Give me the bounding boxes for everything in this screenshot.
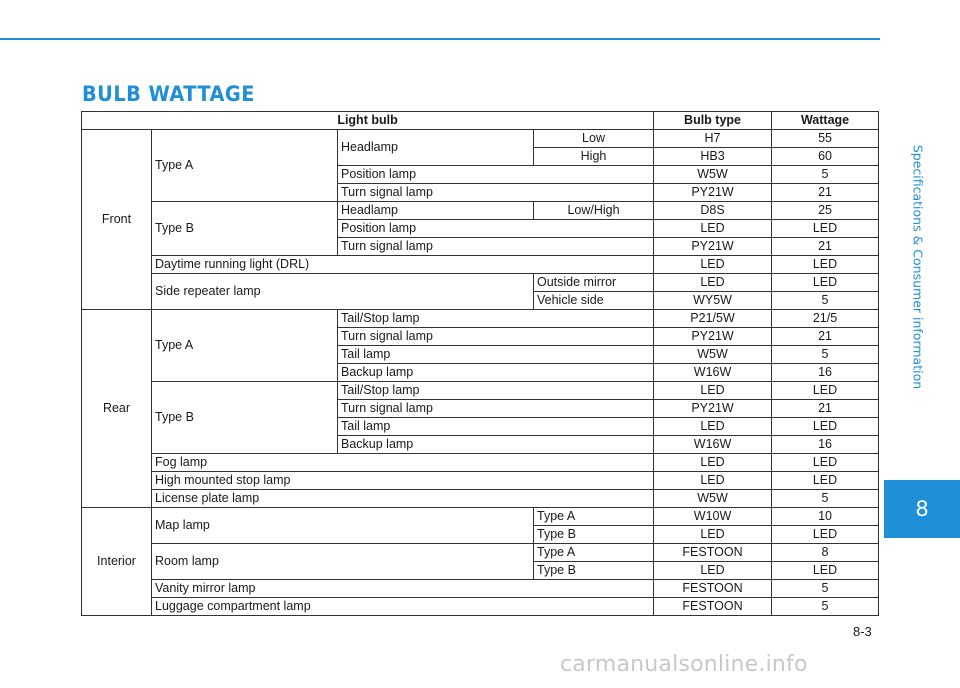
table-row (82, 598, 879, 616)
wattage-cell: 5 (772, 580, 879, 598)
lamp-label: Vanity mirror lamp (152, 580, 654, 598)
wattage-cell: 10 (772, 508, 879, 526)
table-row (82, 580, 879, 598)
wattage-cell: 25 (772, 202, 879, 220)
bulb-type-cell: D8S (654, 202, 772, 220)
bulb-type-cell: LED (654, 472, 772, 490)
bulb-type-cell: FESTOON (654, 580, 772, 598)
lamp-label: Backup lamp (338, 364, 654, 382)
table-row (82, 508, 879, 526)
lamp-label: Position lamp (338, 220, 654, 238)
top-rule (0, 38, 880, 40)
table-header-row (82, 112, 879, 130)
table-row (82, 256, 879, 274)
wattage-cell: 5 (772, 490, 879, 508)
lamp-label: Luggage compartment lamp (152, 598, 654, 616)
wattage-cell: 21 (772, 328, 879, 346)
bulb-wattage-table (81, 111, 879, 616)
bulb-type-cell: HB3 (654, 148, 772, 166)
column-header-light-bulb: Light bulb (82, 112, 654, 130)
bulb-type-cell: LED (654, 274, 772, 292)
bulb-type-cell: FESTOON (654, 598, 772, 616)
lamp-label: Turn signal lamp (338, 400, 654, 418)
lamp-variant: Type B (534, 562, 654, 580)
subgroup-label: Type B (152, 382, 338, 454)
lamp-label: Turn signal lamp (338, 328, 654, 346)
wattage-cell: LED (772, 274, 879, 292)
bulb-type-cell: LED (654, 562, 772, 580)
table-row (82, 454, 879, 472)
lamp-label: Backup lamp (338, 436, 654, 454)
group-label-front: Front (82, 130, 152, 310)
table-row (82, 490, 879, 508)
wattage-cell: LED (772, 220, 879, 238)
table-row (82, 310, 879, 328)
column-header-wattage: Wattage (772, 112, 879, 130)
wattage-cell: 21/5 (772, 310, 879, 328)
table-row (82, 274, 879, 292)
lamp-label: Daytime running light (DRL) (152, 256, 654, 274)
bulb-type-cell: LED (654, 256, 772, 274)
wattage-cell: 5 (772, 346, 879, 364)
page-number: 8-3 (853, 624, 872, 639)
lamp-variant: Low/High (534, 202, 654, 220)
lamp-variant: Low (534, 130, 654, 148)
wattage-cell: LED (772, 256, 879, 274)
bulb-type-cell: PY21W (654, 400, 772, 418)
bulb-type-cell: W16W (654, 436, 772, 454)
lamp-variant: Type B (534, 526, 654, 544)
column-header-bulb-type: Bulb type (654, 112, 772, 130)
lamp-variant: Type A (534, 544, 654, 562)
wattage-cell: 8 (772, 544, 879, 562)
lamp-label: High mounted stop lamp (152, 472, 654, 490)
wattage-cell: LED (772, 382, 879, 400)
bulb-type-cell: LED (654, 454, 772, 472)
wattage-cell: 5 (772, 292, 879, 310)
wattage-cell: 21 (772, 400, 879, 418)
bulb-type-cell: W5W (654, 490, 772, 508)
bulb-type-cell: W5W (654, 166, 772, 184)
lamp-label: Room lamp (152, 544, 534, 580)
wattage-cell: LED (772, 526, 879, 544)
wattage-cell: LED (772, 454, 879, 472)
table-row (82, 472, 879, 490)
bulb-type-cell: PY21W (654, 184, 772, 202)
chapter-tab[interactable]: 8 (884, 480, 960, 538)
bulb-type-cell: LED (654, 382, 772, 400)
page-title: BULB WATTAGE (82, 82, 255, 106)
lamp-label: Headlamp (338, 130, 534, 166)
wattage-cell: 16 (772, 364, 879, 382)
lamp-label: Tail/Stop lamp (338, 310, 654, 328)
lamp-label: Turn signal lamp (338, 238, 654, 256)
table-row (82, 130, 879, 148)
bulb-type-cell: PY21W (654, 328, 772, 346)
lamp-label: Tail lamp (338, 418, 654, 436)
wattage-cell: 16 (772, 436, 879, 454)
bulb-type-cell: LED (654, 418, 772, 436)
wattage-cell: 55 (772, 130, 879, 148)
lamp-label: Turn signal lamp (338, 184, 654, 202)
chapter-side-label-text: Specifications & Consumer information (910, 144, 926, 390)
table-row (82, 202, 879, 220)
subgroup-label: Type A (152, 310, 338, 382)
bulb-type-cell: W5W (654, 346, 772, 364)
wattage-cell: LED (772, 472, 879, 490)
wattage-cell: 21 (772, 238, 879, 256)
lamp-variant: Outside mirror (534, 274, 654, 292)
wattage-cell: LED (772, 562, 879, 580)
wattage-cell: 5 (772, 166, 879, 184)
subgroup-label: Type B (152, 202, 338, 256)
group-label-interior: Interior (82, 508, 152, 616)
bulb-type-cell: WY5W (654, 292, 772, 310)
bulb-type-cell: W16W (654, 364, 772, 382)
lamp-label: Fog lamp (152, 454, 654, 472)
bulb-type-cell: LED (654, 526, 772, 544)
watermark: carmanualsonline.info (560, 652, 808, 677)
lamp-label: Headlamp (338, 202, 534, 220)
lamp-label: Side repeater lamp (152, 274, 534, 310)
wattage-cell: 60 (772, 148, 879, 166)
bulb-type-cell: W10W (654, 508, 772, 526)
chapter-side-label (908, 52, 928, 482)
lamp-label: Tail lamp (338, 346, 654, 364)
lamp-label: Map lamp (152, 508, 534, 544)
bulb-type-cell: FESTOON (654, 544, 772, 562)
group-label-rear: Rear (82, 310, 152, 508)
lamp-variant: Vehicle side (534, 292, 654, 310)
wattage-cell: 21 (772, 184, 879, 202)
bulb-type-cell: PY21W (654, 238, 772, 256)
wattage-cell: 5 (772, 598, 879, 616)
lamp-variant: Type A (534, 508, 654, 526)
table-row (82, 544, 879, 562)
lamp-label: License plate lamp (152, 490, 654, 508)
lamp-label: Tail/Stop lamp (338, 382, 654, 400)
table-row (82, 382, 879, 400)
lamp-label: Position lamp (338, 166, 654, 184)
subgroup-label: Type A (152, 130, 338, 202)
lamp-variant: High (534, 148, 654, 166)
bulb-type-cell: P21/5W (654, 310, 772, 328)
wattage-cell: LED (772, 418, 879, 436)
bulb-type-cell: H7 (654, 130, 772, 148)
bulb-type-cell: LED (654, 220, 772, 238)
